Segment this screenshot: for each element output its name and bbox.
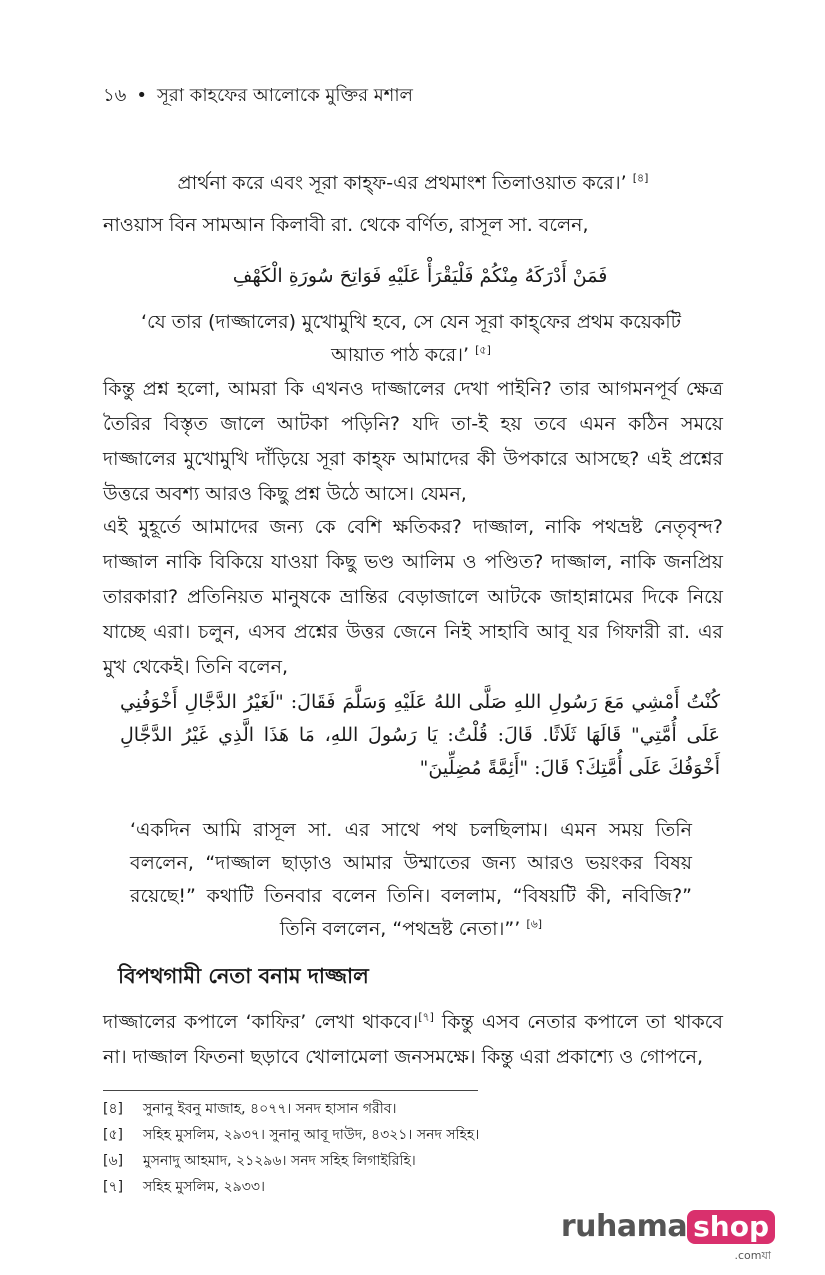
paragraph-harm: এই মুহূর্তে আমাদের জন্য কে বেশি ক্ষতিকর? দাজ্জাল, নাকি পথভ্রষ্ট নেতৃবৃন্দ? দাজ্জাল নাকি বিকিয়ে যাওয়া কিছু ভণ্ড আলিম ও পণ্ডিত? দাজ্জাল, নাকি জনপ্রিয় তারকারা? প্রতিনিয়ত মানুষকে ভ্রান্তির বেড়াজালে আটকে জাহান্নামের দিকে নিয়ে যাচ্ছে এরা। চলুন, এসব প্রশ্নের উত্তর জেনে নিই সাহাবি আবূ যর গিফারী রা. এর মুখ থেকেই। তিনি বলেন, — [103, 516, 723, 678]
footnote — [103, 1175, 723, 1200]
footnote-text: সহিহ মুসলিম, ২৯৩৭। সুনানু আবূ দাউদ, ৪৩২১। সনদ সহিহ। — [143, 1127, 480, 1143]
paragraph-leaders — [103, 1005, 723, 1075]
footnote — [103, 1123, 723, 1148]
footnote-number: [৫] — [103, 1127, 124, 1143]
footnote-ref: [৭] — [418, 1010, 434, 1024]
quote-text: ‘যে তার (দাজ্জালের) মুখোমুখি হবে, সে যেন সূরা কাহ্‌ফের প্রথম কয়েকটি আয়াত পাঠ করে।’ — [140, 311, 681, 366]
logo-wordmark: ruhama — [560, 1209, 688, 1244]
section-heading: বিপথগামী নেতা বনাম দাজ্জাল — [118, 964, 369, 988]
footnote — [103, 1097, 723, 1122]
footnote-ref: [৫] — [475, 343, 491, 357]
page-number: ১৬ — [103, 85, 127, 106]
book-title: সূরা কাহফের আলোকে মুক্তির মশাল — [157, 85, 413, 106]
paragraph-narration: নাওয়াস বিন সামআন কিলাবী রা. থেকে বর্ণিত, রাসূল সা. বলেন, — [103, 214, 589, 236]
paragraph-text: কিন্তু এসব নেতার কপালে তা থাকবে না। দাজ্জাল ফিতনা ছড়াবে খোলামেলা জনসমক্ষে। কিন্তু এরা প্রকাশ্যে ও গোপনে, — [103, 1011, 724, 1068]
footnote-number: [৪] — [103, 1101, 124, 1117]
paragraph-text: দাজ্জালের কপালে ‘কাফির’ লেখা থাকবে। — [103, 1011, 419, 1033]
logo-shop-badge: shop — [687, 1210, 775, 1244]
footnote — [103, 1149, 723, 1174]
translation-quote-2 — [130, 814, 692, 946]
arabic-hadith-1: فَمَنْ أَدْرَكَهُ مِنْكُمْ فَلْيَقْرَأْ عَلَيْهِ فَوَاتِحَ سُورَةِ الْكَهْفِ — [232, 265, 608, 287]
paragraph-prayer — [103, 166, 723, 201]
footnote-ref: [৪] — [632, 171, 649, 185]
footnote-text: সুনানু ইবনু মাজাহ, ৪০৭৭। সনদ হাসান গরীব। — [143, 1101, 397, 1117]
ruhamashop-logo — [560, 1209, 775, 1262]
footnote-text: মুসনাদু আহমাদ, ২১২৯৬। সনদ সহিহ লিগাইরিহি। — [143, 1153, 416, 1169]
paragraph-question: কিন্তু প্রশ্ন হলো, আমরা কি এখনও দাজ্জালের দেখা পাইনি? তার আগমনপূর্ব ক্ষেত্র তৈরির বিস্তৃত জালে আটকা পড়িনি? যদি তা-ই হয় তবে এমন কঠিন সময়ে দাজ্জালের মুখোমুখি দাঁড়িয়ে সূরা কাহ্‌ফ আমাদের কী উপকারে আসছে? এই প্রশ্নের উত্তরে অবশ্য আরও কিছু প্রশ্ন উঠে আসে। যেমন, — [103, 378, 723, 505]
footnote-number: [৭] — [103, 1179, 124, 1195]
header-bullet: • — [136, 85, 148, 106]
footnote-ref: [৬] — [526, 917, 543, 931]
running-header — [103, 82, 723, 110]
footnote-divider — [103, 1090, 478, 1091]
logo-domain: .comযা — [734, 1249, 771, 1262]
footnote-number: [৬] — [103, 1153, 124, 1169]
translation-quote-1 — [130, 306, 692, 372]
footnote-text: সহিহ মুসলিম, ২৯৩৩। — [143, 1179, 265, 1195]
quote-text: ‘একদিন আমি রাসূল সা. এর সাথে পথ চলছিলাম। এমন সময় তিনি বললেন, “দাজ্জাল ছাড়াও আমার উম্মাতের জন্য আরও ভয়ংকর বিষয় রয়েছে!” কথাটি তিনবার বলেন তিনি। বললাম, “বিষয়টি কী, নবিজি?” তিনি বললেন, “পথভ্রষ্ট নেতা।”’ — [130, 819, 692, 940]
arabic-hadith-2: كُنْتُ أَمْشِي مَعَ رَسُولِ اللهِ صَلَّى اللهُ عَلَيْهِ وَسَلَّمَ فَقَالَ: "لَغَيْرُ الدَّجَّالِ أَخْوَفُنِي عَلَى أُمَّتِي" قَالَهَا ثَلَاثًا. قَالَ: قُلْتُ: يَا رَسُولَ اللهِ، مَا هَذَا الَّذِي غَيْرُ الدَّجَّالِ أَخْوَفُكَ عَلَى أُمَّتِكَ؟ قَالَ: "أَئِمَّةً مُضِلِّينَ" — [120, 691, 720, 779]
paragraph-text: প্রার্থনা করে এবং সূরা কাহ্‌ফ-এর প্রথমাংশ তিলাওয়াত করে।’ — [177, 172, 627, 194]
